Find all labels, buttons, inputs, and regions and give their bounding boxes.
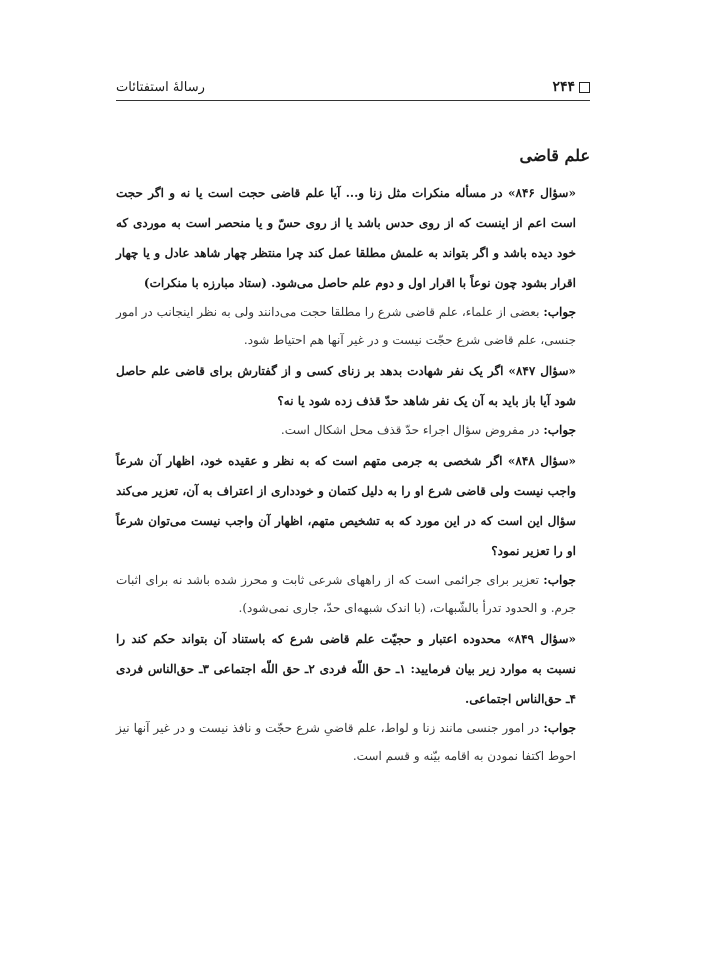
question-text: «سؤال ۸۴۸» اگر شخصی به جرمی متهم است که به نظر و عقیده خود، اظهار آن شرعاً واجب نیست ولی قاضی شرع او را به دلیل کتمان و خودداری از اعتراف به آن، تعزیر می‌کند سؤال این است که در این مورد که به تشخیص متهم، اظهار آن واجب نیست می‌توان شرعاً او را تعزیر نمود؟	[116, 454, 577, 558]
page-body	[116, 140, 590, 772]
qa-entry	[116, 446, 590, 622]
question-text: «سؤال ۸۴۷» اگر یک نفر شهادت بدهد بر زنای کسی و از گفتارش برای قاضی علم حاصل شود آیا باز باید به آن یک نفر شاهد حدّ قذف زده شود یا نه؟	[116, 364, 577, 408]
square-bullet-icon	[579, 82, 590, 93]
answer-text	[116, 566, 590, 622]
question-text: «سؤال ۸۴۹» محدوده اعتبار و حجیّت علم قاضی شرع که باستناد آن بتواند حکم کند را نسبت به موارد زیر بیان فرمایید: ۱ـ حق اللّه فردی ۲ـ حق اللّه اجتماعی ۳ـ حق‌الناس فردی ۴ـ حق‌الناس اجتماعی.	[116, 632, 576, 706]
running-title: رسالهٔ استفتائات	[116, 79, 205, 95]
answer-text	[116, 416, 590, 444]
answer-label: جواب:	[543, 305, 576, 319]
answer-body: بعضی از علماء، علم قاضی شرع را مطلقا حجت می‌دانند ولی به نظر اینجانب در امور جنسی، علم قاضی شرع حجّت نیست و در غیر آنها هم احتیاط شود.	[116, 305, 576, 347]
qa-entry	[116, 624, 590, 770]
answer-text	[116, 714, 590, 770]
answer-label: جواب:	[543, 423, 576, 437]
section-title: علم قاضی	[519, 146, 590, 165]
header-rule	[116, 100, 590, 101]
qa-entry	[116, 356, 590, 444]
page-header	[116, 76, 590, 98]
qa-entry	[116, 178, 590, 354]
page-number-block	[552, 79, 590, 95]
answer-body: تعزیر برای جرائمی است که از راههای شرعی ثابت و محرز شده باشد نه برای اثبات جرم. و الحدود تدرأ بالشّبهات، (با اندک شبهه‌ای حدّ، جاری نمی‌شود).	[116, 573, 576, 615]
answer-label: جواب:	[543, 573, 576, 587]
page-number: ۲۴۴	[552, 79, 575, 95]
question-text: «سؤال ۸۴۶» در مسأله منکرات مثل زنا و... آیا علم قاضی حجت است یا نه و اگر حجت است اعم از اینست که از روی حدس باشد یا از روی حسّ و یا منحصر است به موردی که خود دیده باشد و اگر بتواند به علمش مطلقا عمل کند چرا منتظر چهار شاهد عادل و یا چهار اقرار بشود چون نوعاً با اقرار اول و دوم علم حاصل می‌شود. (ستاد مبارزه با منکرات)	[116, 186, 576, 290]
answer-label: جواب:	[543, 721, 576, 735]
answer-text	[116, 298, 590, 354]
answer-body: در مفروض سؤال اجراء حدّ قذف محل اشکال است.	[280, 423, 540, 437]
answer-body: در امور جنسی مانند زنا و لواط، علم قاضیِ شرع حجّت و نافذ نیست و در غیر آنها نیز احوط اکتفا نمودن به اقامه بیّنه و قسم است.	[116, 721, 576, 763]
